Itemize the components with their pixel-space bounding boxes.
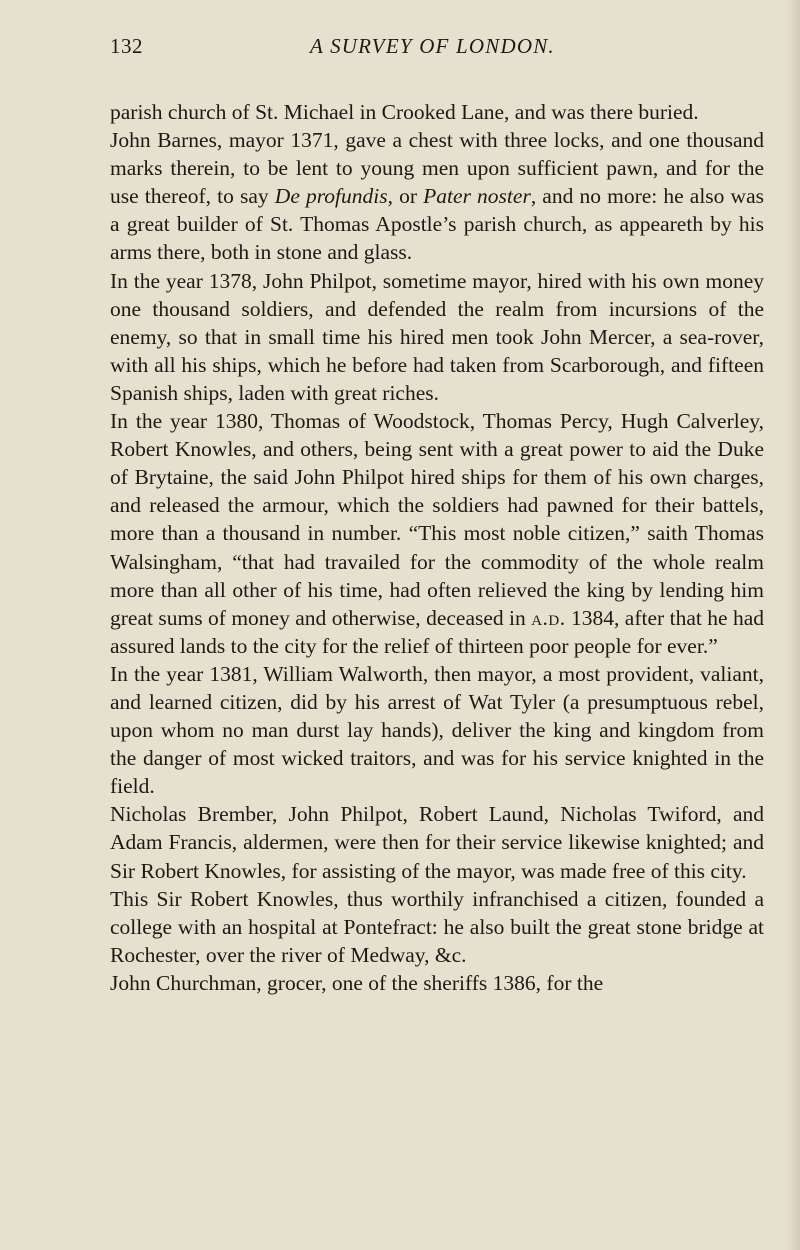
- page-edge-shadow: [786, 0, 800, 1250]
- italic-phrase-de-profundis: De profundis: [274, 184, 388, 209]
- paragraph-1381: [110, 660, 764, 800]
- paragraph-text: This Sir Robert Knowles, thus worthily infranchised a citizen, founded a college with an hospital at Pontefract: he also built the great stone bridge at Rochester, over the river of Medway, &c.: [110, 886, 764, 967]
- paragraph-text: John Churchman, grocer, one of the sheriffs 1386, for the: [110, 970, 604, 995]
- paragraph-1378: [110, 267, 764, 407]
- paragraph-john-churchman: [110, 969, 764, 997]
- paragraph-text: , and no more: he also was a great builder of St. Thomas Apostle’s parish church, as appeareth by his arms there, both in stone and glass.: [110, 184, 764, 265]
- page-number: 132: [110, 34, 143, 58]
- running-title: A SURVEY OF LONDON.: [310, 34, 555, 58]
- paragraph-robert-knowles: [110, 885, 764, 969]
- paragraph-text: John Barnes, mayor 1371, gave a chest with three locks, and one thousand marks therein, to be lent to young men upon sufficient pawn, and for the use thereof, to say: [110, 128, 764, 209]
- paragraph-text: In the year 1380, Thomas of Woodstock, Thomas Percy, Hugh Calverley, Robert Knowles, and others, being sent with a great power to aid the Duke of Brytaine, the said John Philpot hired ships for them of his own charges, and released the armour, which the soldiers had pawned for their battels, more than a thousand in number. “This most noble citizen,” saith Thomas Walsingham, “that had travailed for the commodity of the whole realm more than all other of his time, had often relieved the king by lending him great sums of money and otherwise, deceased in: [110, 409, 764, 630]
- paragraph-text: In the year 1378, John Philpot, sometime mayor, hired with his own money one thousand soldiers, and defended the realm from incursions of the enemy, so that in small time his hired men took John Mercer, a sea-rover, with all his ships, which he before had taken from Scarborough, and fifteen Spanish ships, laden with great riches.: [110, 268, 764, 405]
- paragraph-continuation: [110, 98, 764, 126]
- paragraph-text: In the year 1381, William Walworth, then mayor, a most provident, valiant, and learned citizen, did by his arrest of Wat Tyler (a presumptuous rebel, upon whom no man durst lay hands), deliver the king and kingdom from the danger of most wicked traitors, and was for his service knighted in the field.: [110, 661, 764, 799]
- italic-phrase-pater-noster: Pater noster: [423, 184, 531, 209]
- small-caps-ad: a.d.: [531, 605, 566, 630]
- paragraph-text: 1384, after that he had assured lands to the city for the relief of thirteen poor people for ever.”: [110, 605, 764, 658]
- paragraph-aldermen-knighted: [110, 800, 764, 884]
- paragraph-text: , or: [387, 184, 424, 209]
- paragraph-text: parish church of St. Michael in Crooked Lane, and was there buried.: [110, 100, 699, 124]
- paragraph-1380: [110, 407, 764, 660]
- paragraph-john-barnes: [110, 126, 764, 266]
- running-head: [110, 34, 764, 66]
- paragraph-text: Nicholas Brember, John Philpot, Robert Laund, Nicholas Twiford, and Adam Francis, aldermen, were then for their service likewise knighted; and Sir Robert Knowles, for assisting of the mayor, was made free of this city.: [110, 802, 764, 883]
- body-text: [110, 98, 764, 997]
